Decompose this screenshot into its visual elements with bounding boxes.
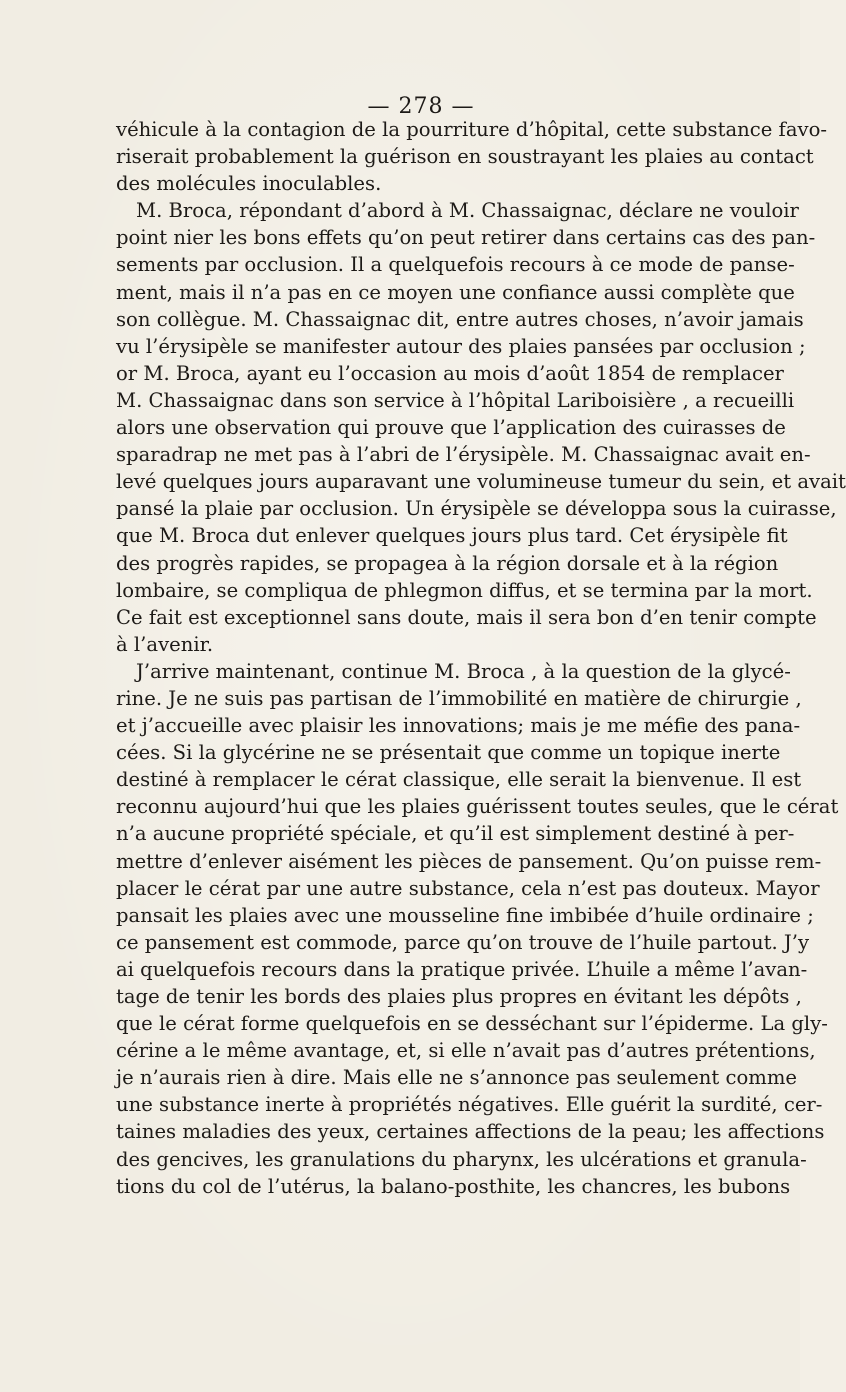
text-line: sements par occlusion. Il a quelquefois recours à ce mode de panse- — [116, 253, 795, 277]
text-line: pansait les plaies avec une mousseline fine imbibée d’huile ordinaire ; — [116, 903, 814, 927]
text-line: tions du col de l’utérus, la balano-posthite, les chancres, les bubons — [116, 1174, 791, 1198]
text-line: une substance inerte à propriétés négatives. Elle guérit la surdité, cer- — [116, 1093, 823, 1117]
text-line: je n’aurais rien à dire. Mais elle ne s’annonce pas seulement comme — [116, 1066, 798, 1090]
text-line: son collègue. M. Chassaignac dit, entre autres choses, n’avoir jamais — [116, 307, 804, 331]
text-line: tage de tenir les bords des plaies plus propres en évitant les dépôts , — [116, 985, 802, 1008]
text-line: lombaire, se compliqua de phlegmon diffus, et se termina par la mort. — [116, 578, 813, 602]
text-line: rine. Je ne suis pas partisan de l’immobilité en matière de chirurgie , — [116, 686, 802, 710]
text-line: taines maladies des yeux, certaines affections de la peau; les affections — [116, 1120, 825, 1144]
text-line: alors une observation qui prouve que l’application des cuirasses de — [116, 416, 786, 440]
text-line: véhicule à la contagion de la pourriture d’hôpital, cette substance favo- — [116, 118, 827, 141]
text-line: pansé la plaie par occlusion. Un érysipèle se développa sous la cuirasse, — [116, 497, 837, 521]
text-line: or M. Broca, ayant eu l’occasion au mois d’août 1854 de remplacer — [116, 361, 784, 385]
page-number: — 278 — — [367, 94, 475, 119]
text-line: et j’accueille avec plaisir les innovations; mais je me méfie des pana- — [116, 714, 801, 738]
text-line: placer le cérat par une autre substance, cela n’est pas douteux. Mayor — [116, 876, 820, 900]
text-line: levé quelques jours auparavant une volumineuse tumeur du sein, et avait — [116, 470, 846, 494]
text-line: destiné à remplacer le cérat classique, elle serait la bienvenue. Il est — [116, 768, 802, 792]
text-line: Ce fait est exceptionnel sans doute, mais il sera bon d’en tenir compte — [116, 605, 817, 629]
text-line: M. Broca, répondant d’abord à M. Chassaignac, déclare ne vouloir — [136, 199, 799, 223]
text-line: J’arrive maintenant, continue M. Broca , à la question de la glycé- — [136, 659, 791, 683]
text-line: cérine a le même avantage, et, si elle n’avait pas d’autres prétentions, — [116, 1039, 816, 1063]
text-line: cées. Si la glycérine ne se présentait que comme un topique inerte — [116, 741, 781, 765]
text-line: riserait probablement la guérison en soustrayant les plaies au contact — [116, 145, 814, 169]
text-line: reconnu aujourd’hui que les plaies guérissent toutes seules, que le cérat — [116, 795, 839, 819]
text-line: mettre d’enlever aisément les pièces de pansement. Qu’on puisse rem- — [116, 849, 822, 873]
text-line: ai quelquefois recours dans la pratique privée. L’huile a même l’avan- — [116, 957, 808, 981]
text-line: vu l’érysipèle se manifester autour des plaies pansées par occlusion ; — [116, 334, 806, 358]
text-line: ment, mais il n’a pas en ce moyen une confiance aussi complète que — [116, 280, 795, 304]
text-line: M. Chassaignac dans son service à l’hôpital Lariboisière , a recueilli — [116, 388, 795, 412]
text-line: ce pansement est commode, parce qu’on trouve de l’huile partout. J’y — [116, 930, 810, 954]
text-line: sparadrap ne met pas à l’abri de l’érysipèle. M. Chassaignac avait en- — [116, 443, 811, 467]
text-line: n’a aucune propriété spéciale, et qu’il est simplement destiné à per- — [116, 822, 795, 846]
body-text — [116, 116, 846, 1200]
text-line: des molécules inoculables. — [116, 172, 382, 196]
text-line: des gencives, les granulations du pharynx, les ulcérations et granula- — [116, 1147, 807, 1171]
text-line: des progrès rapides, se propagea à la région dorsale et à la région — [116, 551, 779, 575]
text-line: point nier les bons effets qu’on peut retirer dans certains cas des pan- — [116, 226, 816, 250]
text-line: que le cérat forme quelquefois en se desséchant sur l’épiderme. La gly- — [116, 1012, 828, 1036]
text-line: à l’avenir. — [116, 632, 214, 656]
text-line: que M. Broca dut enlever quelques jours plus tard. Cet érysipèle fit — [116, 524, 788, 548]
